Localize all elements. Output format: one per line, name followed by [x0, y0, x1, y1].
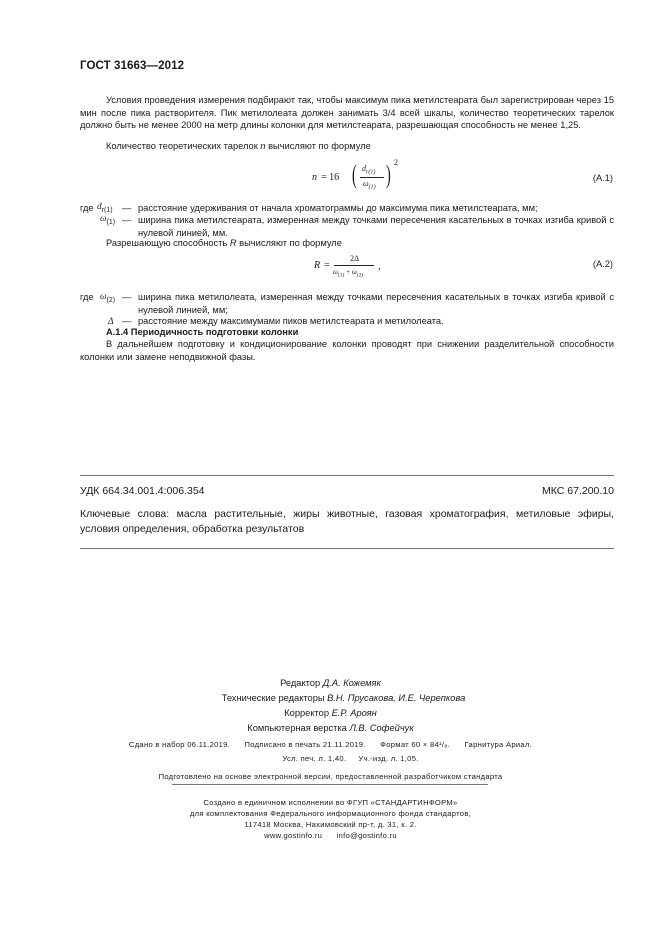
formula-a1-rparen: ) [386, 160, 391, 189]
formula-a2-den-b: ω [351, 268, 357, 276]
legend2-sym-1-sub: (2) [106, 296, 116, 304]
credit-corrector-label: Корректор [284, 708, 332, 718]
section-title: A.1.4 Периодичность подготовки колонки [106, 327, 299, 337]
formula-a2-den-b-sub: (2) [356, 272, 364, 279]
formula-a1-lparen: ( [352, 160, 357, 189]
formula-a2-comma: , [378, 261, 381, 272]
formula-intro-text [80, 140, 614, 153]
mks-code: МКС 67.200.10 [542, 485, 614, 497]
publisher-line-2: для комплектования Федерального информационного фонда стандартов, [189, 809, 472, 818]
legend1-sym-2-var: ω [100, 214, 107, 224]
credit-corrector-name: Е.Р. Ароян [331, 708, 377, 718]
formula-a2-num: 2Δ [350, 254, 360, 263]
credit-layout-label: Компьютерная верстка [247, 723, 350, 733]
resolution-intro-before: Разрешающую способность [106, 238, 230, 248]
formula-a1-lhs: n [312, 172, 317, 183]
imprint-line-1: Сдано в набор 06.11.2019. Подписано в печать 21.11.2019. Формат 60 × 84¹/₈. Гарнитура Ариал. [128, 740, 533, 749]
credit-layout [0, 721, 661, 736]
publisher-contacts: www.gostinfo.ru info@gostinfo.ru [264, 831, 397, 840]
credits [0, 676, 661, 736]
credit-editor-name: Д.А. Кожемяк [322, 678, 381, 688]
formula-a2-eq: = [324, 260, 330, 271]
legend1-text-2: ширина пика метилстеарата, измеренная между точками пересечения касательных в точках изгиба кривой с нулевой линией, мм. [138, 215, 614, 238]
legend1-dash-1: — [122, 203, 132, 213]
credit-tech-names: В.Н. Прусакова, И.Е. Черепкова [327, 693, 466, 703]
credit-tech-label: Технические редакторы [221, 693, 328, 703]
credit-editor-label: Редактор [280, 678, 323, 688]
equation-number-a1: (A.1) [592, 173, 613, 183]
legend1-sym-2-sub: (1) [106, 218, 116, 226]
keywords: Ключевые слова: масла растительные, жиры животные, газовая хроматография, метиловые эфиры, условия определения, обработка результатов [80, 508, 614, 535]
formula-a2-lhs: R [314, 260, 321, 271]
legend2-where: где [80, 292, 94, 302]
formula-a2 [314, 254, 404, 288]
keywords-rule [80, 548, 614, 549]
formula-a1-num-sub: r(1) [366, 169, 376, 176]
publisher-line-3: 117418 Москва, Нахимовский пр-т, д. 31, к. 2. [244, 820, 417, 829]
legend2-dash-2: — [122, 316, 132, 326]
legend2-text-1: ширина пика метилолеата, измеренная между точками пересечения касательных в точках изгиба кривой с нулевой линией, мм; [138, 292, 614, 315]
equation-number-a2: (A.2) [592, 259, 613, 269]
resolution-intro-var: R [229, 238, 237, 248]
formula-a1 [312, 158, 412, 198]
legend1-dash-2: — [122, 215, 132, 225]
legend1-sym-1-sub: r(1) [101, 206, 113, 214]
legend2-sym-1-var: ω [100, 292, 107, 302]
credit-layout-name: Л.В. Софейчук [349, 723, 414, 733]
formula-a1-fraction-bar [360, 177, 384, 178]
formula-a1-num-var: d [362, 164, 366, 173]
legend2-sym-1 [100, 290, 124, 307]
legend1-sym-2 [100, 212, 124, 229]
credit-corrector [0, 706, 661, 721]
publisher-line-1: Создано в единичном исполнении во ФГУП «СТАНДАРТИНФОРМ» [203, 798, 458, 807]
formula-intro-after: вычисляют по формуле [265, 141, 371, 151]
credit-tech-editors [26, 691, 661, 706]
legend2-dash-1: — [122, 292, 132, 302]
formula-a1-num [362, 164, 375, 176]
standard-header: ГОСТ 31663—2012 [80, 60, 185, 72]
formula-a1-power: 2 [394, 158, 398, 167]
formula-a1-eq: = 16 [321, 172, 340, 183]
imprint-line-2: Усл. печ. л. 1,40. Уч.-изд. л. 1,05. [282, 754, 419, 763]
imprint-rule [172, 784, 488, 785]
section-text: В дальнейшем подготовку и кондиционирование колонки проводят при снижении разделительной способности колонки или замене неподвижной фазы. [80, 339, 614, 362]
legend1-where: где [80, 203, 94, 213]
credit-editor [0, 676, 661, 691]
legend2-text-2: расстояние между максимумами пиков метилстеарата и метилолеата. [138, 316, 444, 326]
udk-code: УДК 664.34.001.4:006.354 [80, 485, 205, 497]
imprint-line-3: Подготовлено на основе электронной версии, предоставленной разработчиком стандарта [158, 772, 503, 781]
formula-intro-var: n [260, 141, 266, 151]
top-rule [80, 475, 614, 476]
resolution-intro-text [80, 237, 614, 250]
legend1-text-1: расстояние удерживания от начала хроматограммы до максимума пика метилстеарата, мм; [138, 203, 538, 213]
formula-a2-den-a-sub: (1) [337, 272, 345, 279]
formula-a2-den [333, 268, 363, 278]
formula-intro-before: Количество теоретических тарелок [106, 141, 261, 151]
legend2-sym-2-var: Δ [108, 317, 114, 327]
legend1-sym-1-var: d [97, 202, 102, 212]
formula-a1-den-var: ω [363, 179, 369, 188]
formula-a1-den [363, 179, 376, 191]
formula-a2-den-a: ω [333, 268, 338, 276]
formula-a1-den-sub: (1) [368, 184, 376, 191]
intro-paragraph: Условия проведения измерения подбирают так, чтобы максимум пика метилстеарата был зарегистрирован через 15 мин после пика растворителя. Пик метилолеата должен занимать 3/4 всей шкалы, количество теоретических тарелок должно быть не менее 2000 на метр длины колонки для метилстеарата, разрешающая способность не менее 1,25. [80, 95, 614, 131]
resolution-intro-after: вычисляют по формуле [236, 238, 342, 248]
formula-a2-fraction-bar [334, 265, 374, 266]
formula-a2-den-plus: + [346, 268, 351, 276]
